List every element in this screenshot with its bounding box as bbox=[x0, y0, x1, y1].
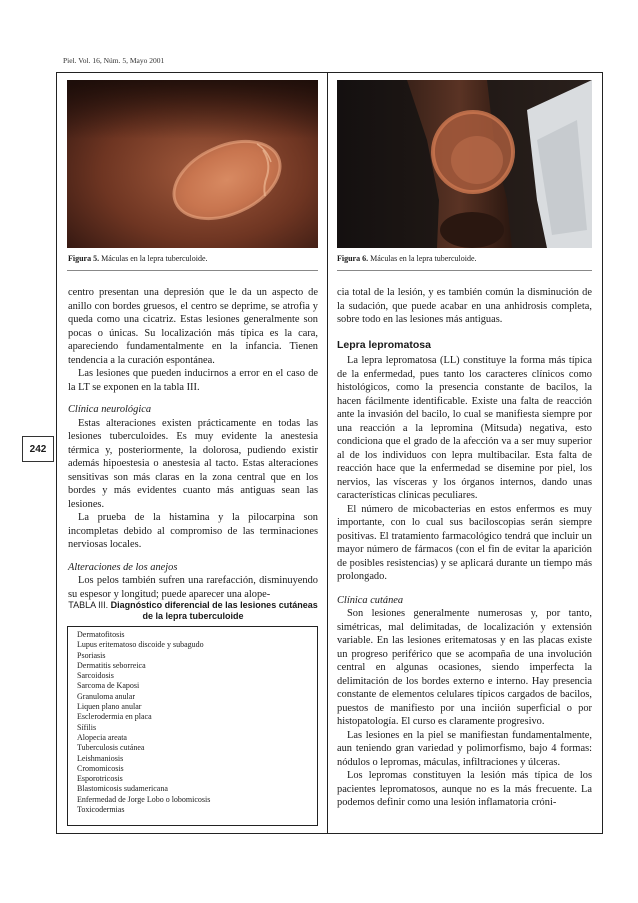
table-item: Granuloma anular bbox=[77, 691, 135, 701]
figure-6-caption bbox=[337, 254, 477, 264]
table-item: Sarcoma de Kaposi bbox=[77, 681, 140, 691]
table-item: Dermatitis seborreica bbox=[77, 660, 146, 670]
paragraph: La prueba de la histamina y la pilocarpina son incompletas debido al compromiso de las terminaciones nerviosas locales. bbox=[68, 512, 318, 550]
table-item: Alopecia areata bbox=[77, 732, 127, 742]
figure-5-text: Máculas en la lepra tuberculoide. bbox=[101, 254, 208, 263]
table-item: Sífilis bbox=[77, 722, 97, 732]
section-heading: Lepra lepromatosa bbox=[337, 338, 431, 351]
caption-rule bbox=[67, 270, 318, 271]
paragraph: Los lepromas constituyen la lesión más típica de los pacientes lepromatosos, aunque no es la más frecuente. La podemos definir como una lesión inflamatoria cróni- bbox=[337, 770, 592, 808]
left-column bbox=[68, 286, 318, 601]
subheading: Alteraciones de los anejos bbox=[68, 561, 178, 573]
paragraph: centro presentan una depresión que le da un aspecto de anillo con bordes gruesos, el centro se deprime, se atrofia y queda como una cicatriz. Estas lesiones generalmente son pocas o únicas. Su localización más típica es la cara, apareciendo fundamentalmente en la infancia. Tienen tendencia a la curación espontánea. bbox=[68, 287, 318, 366]
paragraph: El número de micobacterias en estos enfermos es muy importante, con lo cual sus baciloscopias serán siempre positivas. El tratamiento farmacológico tendrá que incluir un mayor número de fármacos (con el fin de evitar la aparición de posibles resistencias) y se aplicará durante un tiempo más prolongado. bbox=[337, 503, 592, 582]
table-label: TABLA III. bbox=[68, 600, 109, 610]
paragraph: cia total de la lesión, y es también común la disminución de la sudación, que puede acabar en una anhidrosis completa, sobre todo en las lesiones más antiguas. bbox=[337, 287, 592, 325]
table-item: Cromomicosis bbox=[77, 763, 124, 773]
subheading: Clínica neurológica bbox=[68, 404, 152, 415]
table-item: Enfermedad de Jorge Lobo o lobomicosis bbox=[77, 794, 211, 804]
figure-5-photo bbox=[67, 80, 318, 248]
table-item: Sarcoidosis bbox=[77, 671, 114, 681]
table-item: Tuberculosis cutánea bbox=[77, 743, 145, 753]
right-column bbox=[337, 286, 592, 810]
paragraph: Estas alteraciones existen prácticamente en todas las lesiones tuberculoides. Es muy evidente la anestesia térmica y, posteriormente, la dolorosa, pudiendo existir además hipoestesia o anestesia al tacto. Estas alteraciones sensitivas son más claras en la zona central que en los bordes y más evidentes cuanto más antiguas sean las lesiones. bbox=[68, 417, 318, 510]
figure-5-image bbox=[67, 80, 318, 248]
table-item: Leishmaniosis bbox=[77, 753, 124, 763]
table-item: Esporotricosis bbox=[77, 774, 123, 784]
table-box bbox=[67, 626, 318, 826]
column-divider bbox=[327, 72, 328, 834]
table-title-text: Diagnóstico diferencial de las lesiones cutáneas de la lepra tuberculoide bbox=[110, 600, 318, 621]
paragraph: Los pelos también sufren una rarefacción, disminuyendo su espesor y longitud; puede aparecer una alope- bbox=[68, 575, 318, 600]
table-item: Psoriasis bbox=[77, 650, 106, 660]
running-head: Piel. Vol. 16, Núm. 5, Mayo 2001 bbox=[63, 56, 165, 65]
figure-6-label: Figura 6. bbox=[337, 254, 369, 263]
table-item: Liquen plano anular bbox=[77, 702, 142, 712]
table-item: Blastomicosis sudamericana bbox=[77, 784, 168, 794]
figure-6-image bbox=[337, 80, 592, 248]
figure-6-photo bbox=[337, 80, 592, 248]
figure-5-label: Figura 5. bbox=[68, 254, 100, 263]
figure-6-text: Máculas en la lepra tuberculoide. bbox=[370, 254, 477, 263]
subheading: Clínica cutánea bbox=[337, 594, 404, 606]
table-item: Lupus eritematoso discoide y subagudo bbox=[77, 640, 204, 650]
table-item: Dermatofitosis bbox=[77, 630, 125, 639]
paragraph: Son lesiones generalmente numerosas y, por tanto, simétricas, mal delimitadas, de localización y extensión variable. En las lesiones eritematosas y en las placas existe un progreso periférico que se acompaña de una involución central en algunas ocasiones, siendo imperfecta la delimitación de los bordes externo e interno. Hay presencia constante de elementos celulares típicos cargados de bacilos, puestos de manifiesto por una inciión superficial o por histopatología. El curso es claramente progresivo. bbox=[337, 608, 592, 727]
paragraph: Las lesiones en la piel se manifiestan fundamentalmente, aun teniendo gran variedad y polimorfismo, bajo 4 formas: nódulos o lepromas, máculas, infiltraciones y úlceras. bbox=[337, 729, 592, 768]
paragraph: Las lesiones que pueden inducirnos a error en el caso de la LT se exponen en la tabla III. bbox=[68, 368, 318, 393]
paragraph: La lepra lepromatosa (LL) constituye la forma más típica de la enfermedad, pues tanto los caracteres clínicos como histológicos, como la presencia constante de bacilos, la hacen fácilmente identificable. Existe una falta de reacción ante la invasión del bacilo, lo cual se manifiesta siempre por una reacción a la lepromina (Mitsuda) negativa, esto condiciona que el grado de la afección va a ser muy superior al de los individuos con lepra multibacilar. Esta falta de reacción hace que la enfermedad se disemine por piel, los nervios, las vísceras y los órganos internos, dando unas características clínicas peculiares. bbox=[337, 355, 592, 501]
page-number: 242 bbox=[22, 436, 54, 462]
table-item: Esclerodermia en placa bbox=[77, 712, 152, 722]
figure-5-caption bbox=[68, 254, 208, 264]
caption-rule bbox=[337, 270, 592, 271]
table-title bbox=[68, 600, 318, 622]
table-item: Toxicodermias bbox=[77, 805, 125, 815]
